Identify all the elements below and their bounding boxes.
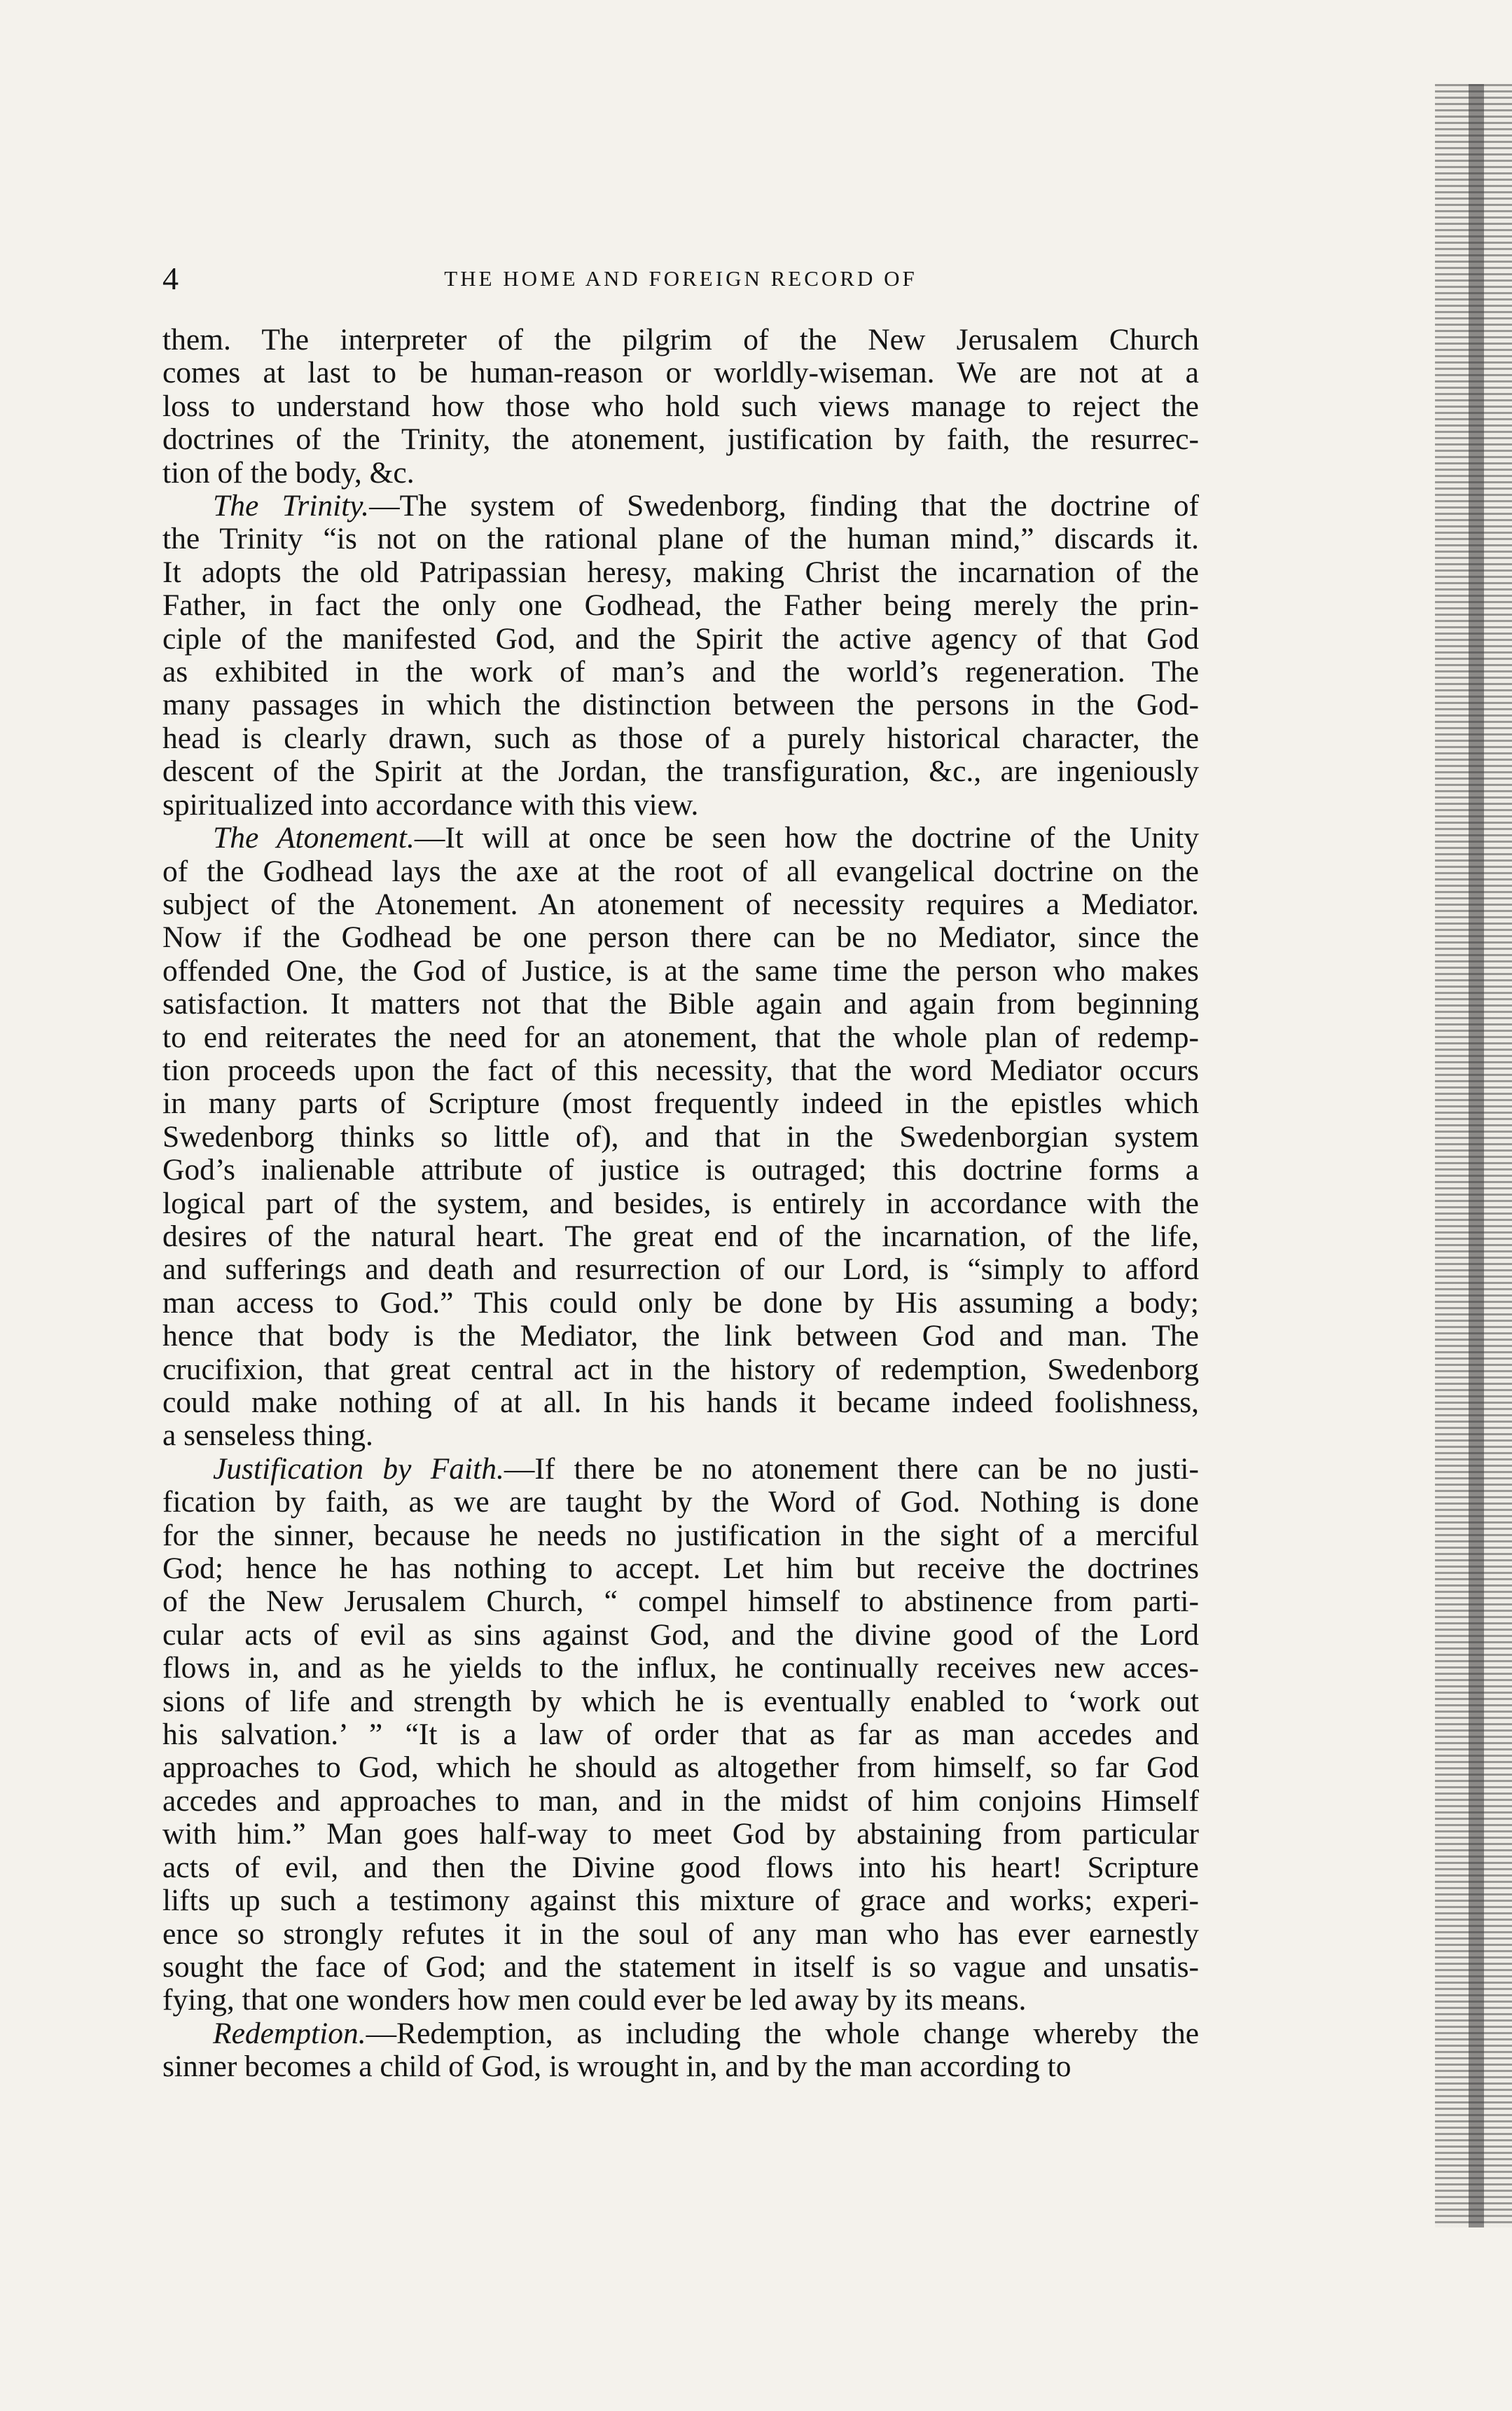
text-line <box>162 623 1199 656</box>
section-heading: The Atonement. <box>213 821 415 855</box>
text-line <box>162 921 1199 954</box>
page-number: 4 <box>162 261 179 296</box>
text-line <box>162 1652 1199 1685</box>
line-text: many passages in which the distinction between the persons in the God- <box>162 688 1199 722</box>
text-line <box>162 1851 1199 1884</box>
line-text: logical part of the system, and besides, is entirely in accordance with the <box>162 1186 1199 1220</box>
text-line <box>162 855 1199 888</box>
section-heading: Justification by Faith. <box>213 1451 504 1486</box>
text-line <box>162 1818 1199 1851</box>
line-text: cular acts of evil as sins against God, and the divine good of the Lord <box>162 1617 1199 1652</box>
line-text: spiritualized into accordance with this view. <box>162 787 699 822</box>
line-text: —If there be no atonement there can be no justi- <box>504 1451 1199 1486</box>
line-text: accedes and approaches to man, and in the midst of him conjoins Himself <box>162 1783 1199 1818</box>
text-line <box>162 1751 1199 1784</box>
line-text: man access to God.” This could only be done by His assuming a body; <box>162 1285 1199 1320</box>
line-text: —It will at once be seen how the doctrine of the Unity <box>414 821 1199 855</box>
text-line <box>162 722 1199 755</box>
text-line <box>162 357 1199 389</box>
text-line <box>162 1386 1199 1419</box>
text-line <box>162 1486 1199 1519</box>
text-line <box>162 1984 1199 2017</box>
line-text: —Redemption, as including the whole change whereby the <box>366 2016 1199 2050</box>
text-line <box>162 1087 1199 1120</box>
text-line <box>162 1951 1199 1984</box>
line-text: tion proceeds upon the fact of this necessity, that the word Mediator occurs <box>162 1053 1199 1087</box>
text-line <box>162 822 1199 855</box>
text-line <box>162 457 1199 490</box>
paragraph <box>162 1453 1199 2017</box>
text-line <box>162 1884 1199 1917</box>
line-text: desires of the natural heart. The great end of the incarnation, of the life, <box>162 1219 1199 1253</box>
line-text: them. The interpreter of the pilgrim of the New Jerusalem Church <box>162 323 1199 357</box>
line-text: lifts up such a testimony against this mixture of grace and works; experi- <box>162 1884 1199 1918</box>
text-line <box>162 1552 1199 1585</box>
text-line <box>162 1154 1199 1187</box>
line-text: the Trinity “is not on the rational plane of the human mind,” discards it. <box>162 522 1199 556</box>
text-line <box>162 1021 1199 1054</box>
text-line <box>162 1619 1199 1652</box>
text-line <box>162 1453 1199 1486</box>
line-text: as exhibited in the work of man’s and the world’s regeneration. The <box>162 655 1199 689</box>
text-line <box>162 689 1199 721</box>
line-text: offended One, the God of Justice, is at the same time the person who makes <box>162 953 1199 988</box>
line-text: approaches to God, which he should as altogether from himself, so far God <box>162 1750 1199 1785</box>
paragraph <box>162 324 1199 490</box>
text-line <box>162 556 1199 589</box>
text-line <box>162 390 1199 423</box>
line-text: a senseless thing. <box>162 1418 373 1453</box>
paragraph <box>162 822 1199 1453</box>
text-line <box>162 1585 1199 1618</box>
line-text: Swedenborg thinks so little of), and that in the Swedenborgian system <box>162 1119 1199 1154</box>
text-line <box>162 1918 1199 1951</box>
text-line <box>162 2017 1199 2050</box>
line-text: Now if the Godhead be one person there can be no Mediator, since the <box>162 920 1199 955</box>
section-heading: The Trinity. <box>213 489 370 523</box>
text-line <box>162 1287 1199 1320</box>
paragraph <box>162 2017 1199 2084</box>
section-heading: Redemption. <box>213 2016 366 2050</box>
line-text: It adopts the old Patripassian heresy, making Christ the incarnation of the <box>162 555 1199 589</box>
paragraph <box>162 490 1199 822</box>
text-line <box>162 1785 1199 1818</box>
line-text: sought the face of God; and the statement in itself is so vague and unsatis- <box>162 1949 1199 1984</box>
text-line <box>162 988 1199 1021</box>
line-text: for the sinner, because he needs no justification in the sight of a merciful <box>162 1518 1199 1552</box>
text-line <box>162 1685 1199 1718</box>
text-line <box>162 1320 1199 1353</box>
line-text: tion of the body, &c. <box>162 455 415 490</box>
line-text: God; hence he has nothing to accept. Let him but receive the doctrines <box>162 1552 1199 1586</box>
line-text: could make nothing of at all. In his hands it became indeed foolishness, <box>162 1386 1199 1419</box>
line-text: ence so strongly refutes it in the soul of any man who has ever earnestly <box>162 1916 1199 1951</box>
line-text: fying, that one wonders how men could ever be led away by its means. <box>162 1983 1027 2017</box>
page-header <box>162 258 1199 300</box>
line-text: of the Godhead lays the axe at the root of all evangelical doctrine on the <box>162 854 1199 888</box>
text-line <box>162 1121 1199 1154</box>
line-text: with him.” Man goes half-way to meet God by abstaining from particular <box>162 1817 1199 1851</box>
text-line <box>162 1253 1199 1286</box>
text-line <box>162 1353 1199 1386</box>
line-text: sions of life and strength by which he is eventually enabled to ‘work out <box>162 1684 1199 1718</box>
line-text: his salvation.’ ” “It is a law of order that as far as man accedes and <box>162 1718 1199 1752</box>
binding-shadow <box>1469 84 1484 2227</box>
line-text: doctrines of the Trinity, the atonement, justification by faith, the resurrec- <box>162 422 1199 457</box>
line-text: comes at last to be human-reason or worldly-wiseman. We are not at a <box>162 356 1199 390</box>
text-line <box>162 1419 1199 1452</box>
line-text: subject of the Atonement. An atonement of necessity requires a Mediator. <box>162 887 1199 921</box>
line-text: in many parts of Scripture (most frequently indeed in the epistles which <box>162 1086 1199 1121</box>
line-text: —The system of Swedenborg, finding that the doctrine of <box>369 489 1199 523</box>
text-line <box>162 523 1199 555</box>
line-text: crucifixion, that great central act in the history of redemption, Swedenborg <box>162 1352 1199 1386</box>
line-text: head is clearly drawn, such as those of a purely historical character, the <box>162 721 1199 755</box>
line-text: ciple of the manifested God, and the Spirit the active agency of that God <box>162 621 1199 656</box>
line-text: to end reiterates the need for an atonement, that the whole plan of redemp- <box>162 1020 1199 1054</box>
text-line <box>162 423 1199 456</box>
line-text: of the New Jerusalem Church, “ compel himself to abstinence from parti- <box>162 1584 1199 1619</box>
line-text: God’s inalienable attribute of justice is outraged; this doctrine forms a <box>162 1153 1199 1187</box>
text-line <box>162 1220 1199 1253</box>
line-text: and sufferings and death and resurrection of our Lord, is “simply to afford <box>162 1252 1199 1287</box>
text-line <box>162 324 1199 357</box>
text-line <box>162 656 1199 689</box>
text-line <box>162 888 1199 921</box>
line-text: Father, in fact the only one Godhead, the Father being merely the prin- <box>162 588 1199 623</box>
text-line <box>162 589 1199 622</box>
body-text <box>162 324 1199 2084</box>
line-text: sinner becomes a child of God, is wrought in, and by the man according to <box>162 2050 1071 2084</box>
line-text: satisfaction. It matters not that the Bible again and again from beginning <box>162 987 1199 1021</box>
line-text: acts of evil, and then the Divine good flows into his heart! Scripture <box>162 1850 1199 1884</box>
text-line <box>162 490 1199 523</box>
text-line <box>162 789 1199 822</box>
text-line <box>162 1054 1199 1087</box>
text-line <box>162 2050 1199 2083</box>
line-text: fication by faith, as we are taught by the Word of God. Nothing is done <box>162 1485 1199 1519</box>
line-text: loss to understand how those who hold such views manage to reject the <box>162 389 1199 423</box>
text-line <box>162 755 1199 788</box>
text-line <box>162 1718 1199 1751</box>
line-text: hence that body is the Mediator, the link between God and man. The <box>162 1319 1199 1353</box>
line-text: descent of the Spirit at the Jordan, the transfiguration, &c., are ingeniously <box>162 754 1199 789</box>
line-text: flows in, and as he yields to the influx, he continually receives new acces- <box>162 1651 1199 1685</box>
text-line <box>162 955 1199 988</box>
text-line <box>162 1187 1199 1220</box>
running-head: THE HOME AND FOREIGN RECORD OF <box>444 266 917 291</box>
text-line <box>162 1519 1199 1552</box>
